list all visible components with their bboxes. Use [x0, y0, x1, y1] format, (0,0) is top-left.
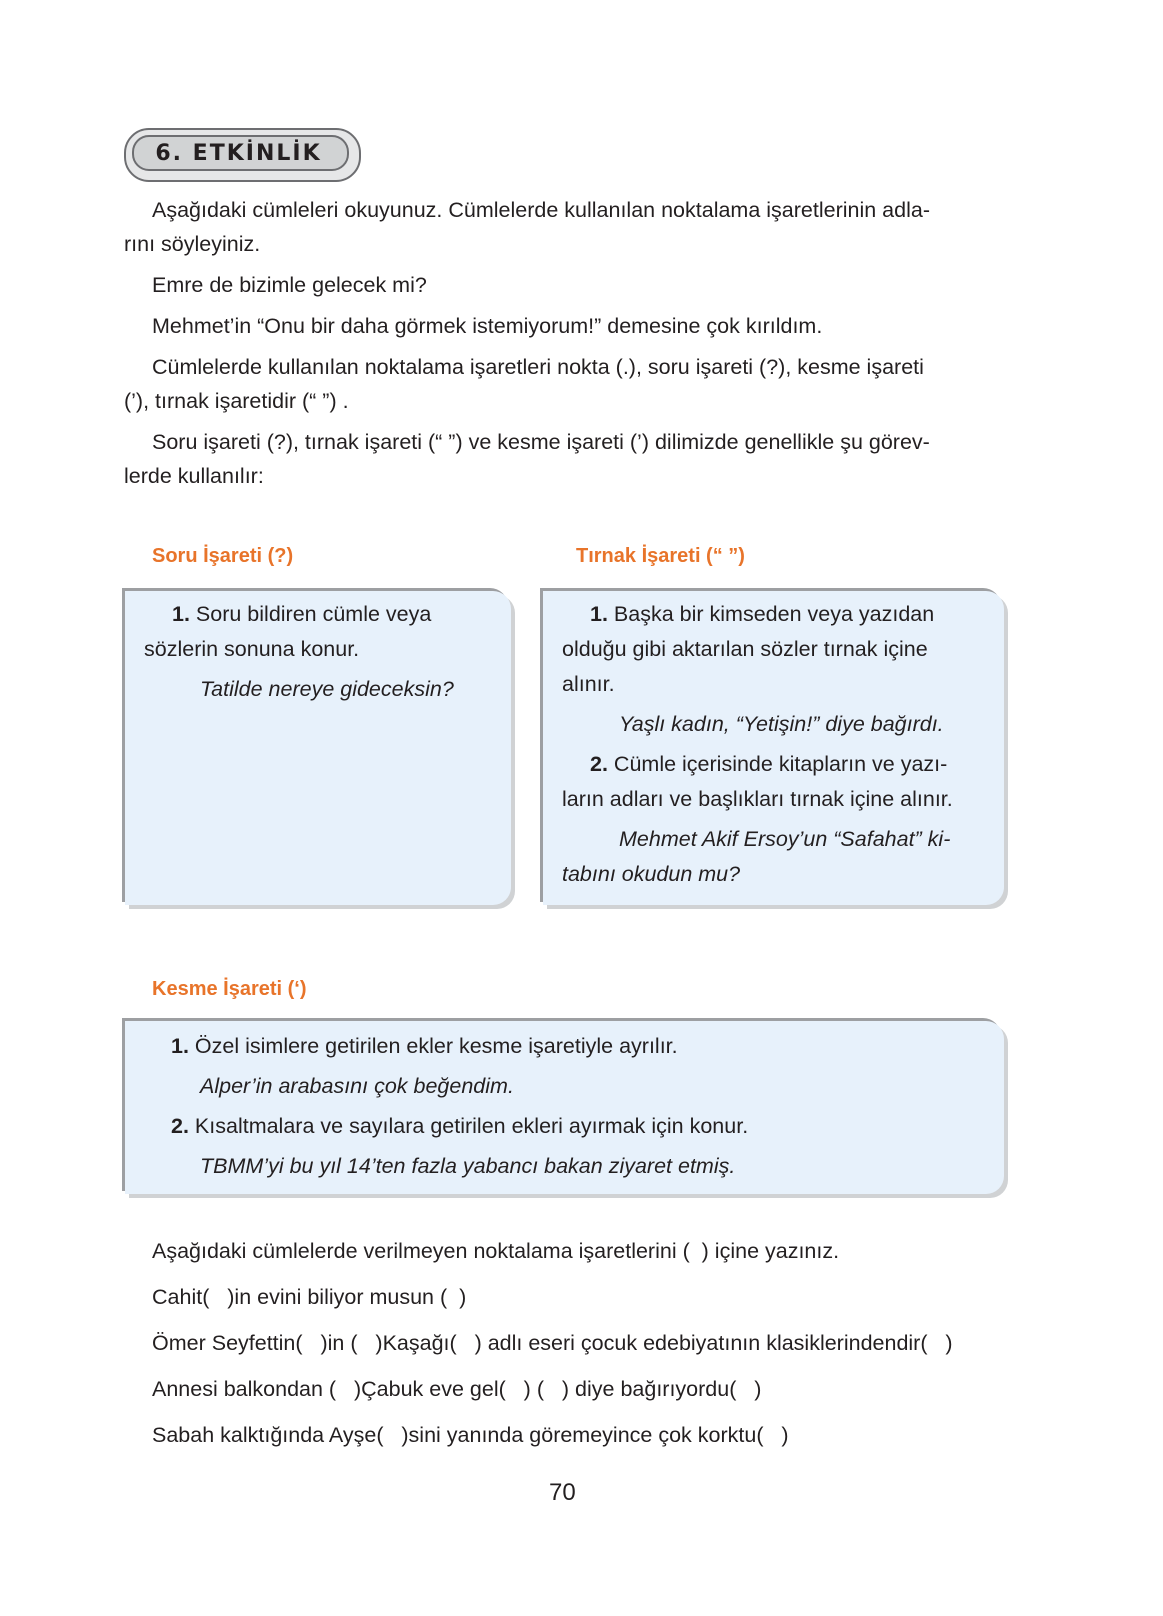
tirnak-content [562, 597, 986, 892]
tirnak-example-1: Yaşlı kadın, “Yetişin!” diye bağırdı. [619, 712, 944, 736]
kesme-rule-1-text: Özel isimlere getirilen ekler kesme işaretiyle ayrılır. [194, 1034, 678, 1058]
intro-para-2-line-2: (’), tırnak işaretidir (“ ”) . [124, 389, 349, 413]
tirnak-heading: Tırnak İşareti (“ ”) [576, 545, 745, 567]
tirnak-rule-1-line-2: olduğu gibi aktarılan sözler tırnak içine [562, 637, 928, 661]
rule-number: 1. [590, 602, 608, 626]
kesme-heading: Kesme İşareti (‘) [152, 978, 307, 1000]
example-sentence-2: Mehmet’in “Onu bir daha görmek istemiyorum!” demesine çok kırıldım. [152, 314, 823, 338]
page-number: 70 [549, 1479, 576, 1506]
soru-heading: Soru İşareti (?) [152, 545, 294, 567]
kesme-rule-1 [171, 1026, 991, 1066]
soru-example-1: Tatilde nereye gideceksin? [200, 677, 454, 701]
rule-number: 1. [171, 1034, 189, 1058]
tirnak-rule-2-line-1 [562, 747, 986, 782]
soru-rule-1-line-2: sözlerin sonuna konur. [144, 637, 360, 661]
intro-para-2-line-1: Cümlelerde kullanılan noktalama işaretleri nokta (.), soru işareti (?), kesme işareti [152, 355, 924, 379]
kesme-example-1: Alper’in arabasını çok beğendim. [200, 1074, 514, 1098]
soru-rule-1-text-a: Soru bildiren cümle veya [195, 602, 432, 626]
intro-line-2: rını söyleyiniz. [124, 232, 261, 256]
tirnak-rule-1-line-1 [562, 597, 986, 632]
activity-title: 6. ETKİNLİK [155, 141, 322, 166]
exercise-instruction: Aşağıdaki cümlelerde verilmeyen noktalama işaretlerini ( ) içine yazınız. [152, 1239, 840, 1263]
exercise-item-1: Cahit( )in evini biliyor musun ( ) [152, 1285, 467, 1309]
exercise-item-4: Sabah kalktığında Ayşe( )sini yanında göremeyince çok korktu( ) [152, 1423, 789, 1447]
activity-badge [124, 128, 359, 184]
intro-para-3-line-2: lerde kullanılır: [124, 464, 264, 488]
tirnak-rule-2-text-a: Cümle içerisinde kitapların ve yazı- [613, 752, 948, 776]
kesme-rule-2-text: Kısaltmalara ve sayılara getirilen ekleri ayırmak için konur. [194, 1114, 749, 1138]
example-sentence-1: Emre de bizimle gelecek mi? [152, 273, 427, 297]
tirnak-example-2-line-2: tabını okudun mu? [562, 862, 741, 886]
intro-para-3-line-1: Soru işareti (?), tırnak işareti (“ ”) ve kesme işareti (’) dilimizde genellikle şu görev- [152, 430, 930, 454]
tirnak-rule-1-line-3: alınır. [562, 672, 615, 696]
rule-number: 1. [172, 602, 190, 626]
tirnak-rule-1-text-a: Başka bir kimseden veya yazıdan [613, 602, 935, 626]
exercise-item-2: Ömer Seyfettin( )in ( )Kaşağı( ) adlı eseri çocuk edebiyatının klasiklerindendir( ) [152, 1331, 953, 1355]
exercise-item-3: Annesi balkondan ( )Çabuk eve gel( ) ( ) diye bağırıyordu( ) [152, 1377, 762, 1401]
rule-number: 2. [590, 752, 608, 776]
kesme-example-2: TBMM’yi bu yıl 14’ten fazla yabancı bakan ziyaret etmiş. [200, 1154, 736, 1178]
soru-content [144, 597, 496, 707]
intro-line-1: Aşağıdaki cümleleri okuyunuz. Cümlelerde kullanılan noktalama işaretlerinin adla- [152, 198, 930, 222]
kesme-rule-2 [171, 1106, 991, 1146]
soru-rule-1-line-1 [144, 597, 496, 632]
tirnak-example-2-line-1: Mehmet Akif Ersoy’un “Safahat” ki- [619, 827, 951, 851]
rule-number: 2. [171, 1114, 189, 1138]
tirnak-rule-2-line-2: ların adları ve başlıkları tırnak içine alınır. [562, 787, 953, 811]
kesme-content [171, 1026, 991, 1186]
